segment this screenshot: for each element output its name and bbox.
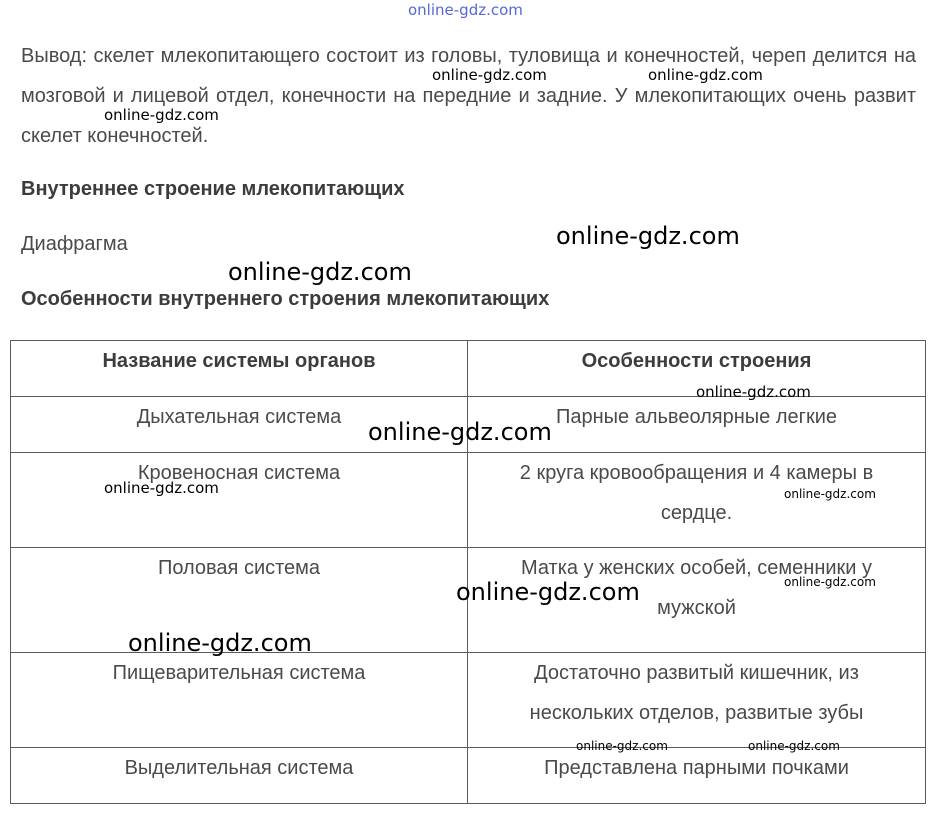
watermark-text: online-gdz.com (696, 383, 811, 401)
watermark-text: online-gdz.com (228, 258, 412, 286)
system-name-cell: Дыхательная система (11, 397, 468, 453)
table-row (11, 653, 926, 748)
watermark-text: online-gdz.com (456, 578, 640, 606)
watermark-text: online-gdz.com (556, 222, 740, 250)
system-name-cell: Половая система (11, 548, 468, 653)
system-features-cell: Матка у женских особей, семенники у мужской (468, 548, 926, 653)
watermark-text: online-gdz.com (648, 66, 763, 84)
table-row (11, 453, 926, 548)
watermark-text: online-gdz.com (128, 629, 312, 657)
system-name-cell: Выделительная система (11, 748, 468, 804)
watermark-text: online-gdz.com (104, 479, 219, 497)
watermark-text: online-gdz.com (432, 66, 547, 84)
diaphragm-text: Диафрагма (21, 233, 128, 255)
table-row (11, 397, 926, 453)
watermark-text: online-gdz.com (748, 739, 840, 753)
watermark-text: online-gdz.com (368, 418, 552, 446)
watermark-text: online-gdz.com (576, 739, 668, 753)
organ-systems-table (10, 340, 926, 804)
watermark-text: online-gdz.com (408, 1, 523, 19)
system-features-cell: Достаточно развитый кишечник, из нескольких отделов, развитые зубы (468, 653, 926, 748)
system-features-cell: Представлена парными почками (468, 748, 926, 804)
system-features-cell: 2 круга кровообращения и 4 камеры в сердце. (468, 453, 926, 548)
table-row (11, 748, 926, 804)
system-features-cell: Парные альвеолярные легкие (468, 397, 926, 453)
internal-structure-heading: Внутреннее строение млекопитающих (21, 178, 405, 200)
system-name-cell: Пищеварительная система (11, 653, 468, 748)
watermark-text: online-gdz.com (104, 106, 219, 124)
conclusion-paragraph: Вывод: скелет млекопитающего состоит из головы, туловища и конечностей, череп делится на мозговой и лицевой отдел, конечности на передние и задние. У млекопитающих очень развит скелет конечностей. (21, 45, 916, 147)
table-header-row (11, 341, 926, 397)
watermark-text: online-gdz.com (784, 575, 876, 589)
table-row (11, 548, 926, 653)
column-header-features: Особенности строения (468, 341, 926, 397)
system-name-cell: Кровеносная система (11, 453, 468, 548)
features-heading: Особенности внутреннего строения млекопитающих (21, 288, 550, 310)
watermark-text: online-gdz.com (784, 487, 876, 501)
column-header-system: Название системы органов (11, 341, 468, 397)
